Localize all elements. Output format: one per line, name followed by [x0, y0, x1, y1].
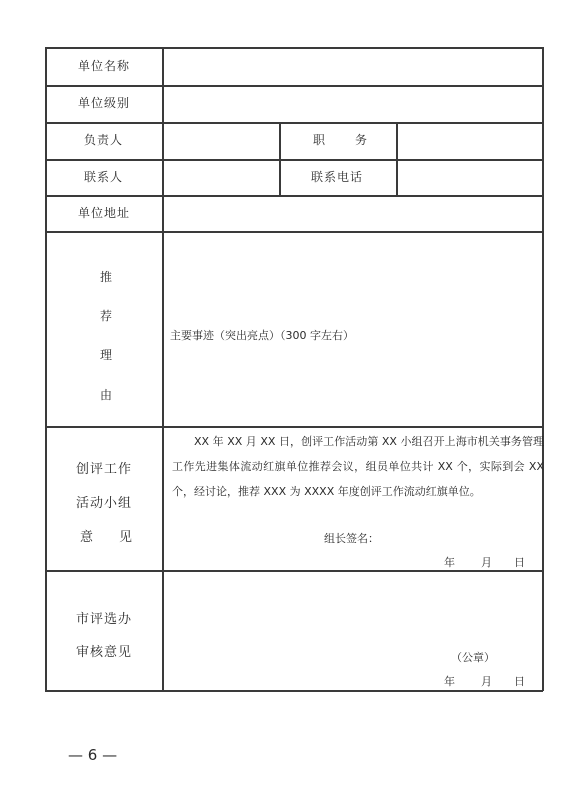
recommend-reason-label-char: 推 — [99, 270, 112, 284]
contact-phone-label: 联系电话 — [311, 170, 364, 184]
office-review-field[interactable] — [164, 572, 540, 689]
group-opinion-date-year: 年 — [444, 556, 455, 569]
group-opinion-date-month: 月 — [481, 556, 492, 569]
unit-name-field[interactable] — [164, 49, 540, 84]
unit-address-field[interactable] — [164, 197, 540, 230]
unit-name-label: 单位名称 — [78, 59, 131, 73]
office-review-label-line: 市评选办 — [76, 612, 133, 627]
recommend-reason-text[interactable]: 主要事迹（突出亮点）（300 字左右） — [170, 329, 354, 342]
group-leader-signature-label: 组长签名： — [324, 532, 379, 545]
table-border-left — [45, 47, 47, 691]
contact-phone-field[interactable] — [398, 161, 540, 194]
unit-level-field[interactable] — [164, 87, 540, 121]
position-field[interactable] — [398, 124, 540, 158]
group-opinion-label-line: 活动小组 — [76, 496, 133, 511]
group-opinion-paragraph: XX 年 XX 月 XX 日，创评工作活动第 XX 小组召开上海市机关事务管理工作先进集体流动红旗单位推荐会议，组员单位共计 XX 个，实际到会 XX 个，经讨论，推荐 XXX 为 XXXX 年度创评工作流动红旗单位。 — [172, 435, 544, 498]
group-opinion-label-line: 创评工作 — [76, 462, 133, 477]
row-divider — [45, 426, 543, 428]
table-border-right — [542, 47, 544, 691]
position-label: 职 务 — [313, 133, 370, 147]
recommend-reason-label-char: 理 — [99, 348, 112, 362]
office-review-date-month: 月 — [481, 675, 492, 688]
contact-person-field[interactable] — [164, 161, 278, 194]
office-review-label-line: 审核意见 — [76, 645, 133, 660]
person-in-charge-label: 负责人 — [84, 133, 124, 147]
unit-level-label: 单位级别 — [78, 96, 131, 110]
office-review-date-day: 日 — [514, 675, 525, 688]
contact-person-label: 联系人 — [84, 170, 124, 184]
official-seal-label: （公章） — [451, 651, 495, 664]
group-opinion-label-line: 意 见 — [80, 530, 133, 545]
page-number: — 6 — — [68, 746, 118, 764]
row-divider — [45, 231, 543, 233]
person-in-charge-field[interactable] — [164, 124, 278, 158]
unit-address-label: 单位地址 — [78, 206, 131, 220]
table-border-bottom — [45, 690, 543, 692]
recommend-reason-label-char: 由 — [99, 388, 112, 402]
office-review-date-year: 年 — [444, 675, 455, 688]
mid-column-divider — [279, 122, 281, 196]
recommend-reason-label-char: 荐 — [99, 309, 112, 323]
group-opinion-date-day: 日 — [514, 556, 525, 569]
